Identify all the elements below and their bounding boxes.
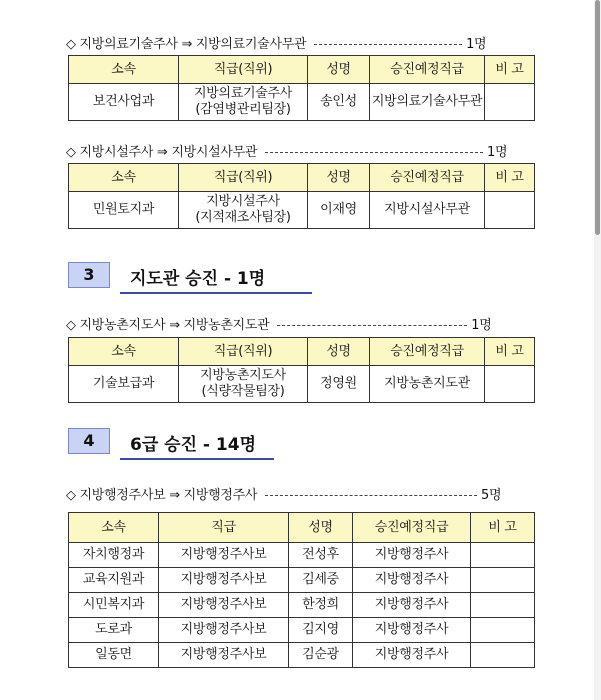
table-row	[69, 618, 535, 643]
position-line: (식량작물팀장)	[201, 384, 285, 399]
table-header-row	[69, 338, 535, 366]
heading-count: 1명	[487, 145, 508, 160]
arrow: ⇒	[169, 488, 180, 503]
table-row	[69, 643, 535, 668]
leader-line	[265, 152, 483, 153]
scrollbar-thumb[interactable]	[595, 0, 600, 235]
cell-note	[485, 192, 535, 229]
cell-name: 김세중	[289, 568, 353, 593]
cell-name: 김지영	[289, 618, 353, 643]
header-grade: 직급(직위)	[179, 164, 308, 192]
cell-dept: 민원토지과	[69, 192, 179, 229]
cell-name: 전성후	[289, 543, 353, 568]
header-name: 성명	[289, 513, 353, 543]
heading-to: 지방의료기술사무관	[195, 37, 307, 52]
promotion-table-facility	[68, 163, 535, 229]
cell-name: 송인성	[308, 84, 370, 121]
header-dept: 소속	[69, 513, 159, 543]
cell-name: 정영원	[308, 366, 370, 403]
heading-from: ◇ 지방시설주사	[66, 145, 154, 160]
section-underline	[120, 458, 274, 460]
table-row	[69, 84, 535, 121]
cell-grade: 지방행정주사보	[159, 618, 289, 643]
cell-target: 지방농촌지도관	[370, 366, 485, 403]
grade-line: 지방시설주사	[206, 194, 280, 209]
cell-note	[485, 84, 535, 121]
cell-name: 한정희	[289, 593, 353, 618]
heading-from: ◇ 지방농촌지도사	[66, 318, 166, 333]
cell-dept: 기술보급과	[69, 366, 179, 403]
grade-line: 지방농촌지도사	[200, 368, 286, 383]
header-target: 승진예정직급	[370, 164, 485, 192]
promotion-heading-agriculture	[66, 314, 492, 333]
cell-note	[471, 618, 535, 643]
header-grade: 직급	[159, 513, 289, 543]
header-note: 비 고	[471, 513, 535, 543]
position-line: (지적재조사팀장)	[195, 210, 291, 225]
arrow: ⇒	[169, 318, 180, 333]
position-line: (감염병관리팀장)	[195, 102, 291, 117]
promotion-table-medical	[68, 55, 535, 121]
promotion-table-admin	[68, 512, 535, 668]
table-row	[69, 568, 535, 593]
heading-count: 5명	[481, 488, 502, 503]
cell-dept: 자치행정과	[69, 543, 159, 568]
cell-dept: 교육지원과	[69, 568, 159, 593]
cell-target: 지방행정주사	[353, 618, 471, 643]
cell-grade: 지방행정주사보	[159, 543, 289, 568]
header-dept: 소속	[69, 56, 179, 84]
heading-count: 1명	[466, 37, 487, 52]
cell-note	[471, 543, 535, 568]
cell-grade: 지방행정주사보	[159, 643, 289, 668]
header-target: 승진예정직급	[353, 513, 471, 543]
cell-dept: 시민복지과	[69, 593, 159, 618]
header-target: 승진예정직급	[370, 338, 485, 366]
section-title: 6급 승진 - 14명	[130, 435, 256, 455]
cell-grade: 지방행정주사보	[159, 593, 289, 618]
header-note: 비 고	[485, 164, 535, 192]
cell-grade: 지방행정주사보	[159, 568, 289, 593]
cell-dept: 일동면	[69, 643, 159, 668]
table-row	[69, 192, 535, 229]
leader-line	[314, 44, 462, 45]
cell-target: 지방행정주사	[353, 543, 471, 568]
cell-name: 김순광	[289, 643, 353, 668]
heading-from: ◇ 지방의료기술주사	[66, 37, 178, 52]
cell-note	[471, 643, 535, 668]
header-grade: 직급(직위)	[179, 56, 308, 84]
cell-target: 지방행정주사	[353, 593, 471, 618]
header-grade: 직급(직위)	[179, 338, 308, 366]
header-name: 성명	[308, 56, 370, 84]
table-row	[69, 543, 535, 568]
leader-line	[277, 325, 467, 326]
header-target: 승진예정직급	[370, 56, 485, 84]
header-dept: 소속	[69, 338, 179, 366]
cell-note	[471, 593, 535, 618]
cell-note	[471, 568, 535, 593]
heading-to: 지방농촌지도관	[183, 318, 270, 333]
promotion-heading-admin	[66, 484, 501, 503]
header-dept: 소속	[69, 164, 179, 192]
header-name: 성명	[308, 164, 370, 192]
cell-name: 이재영	[308, 192, 370, 229]
cell-target: 지방행정주사	[353, 643, 471, 668]
cell-dept: 도로과	[69, 618, 159, 643]
promotion-table-agriculture	[68, 337, 535, 403]
table-header-row	[69, 56, 535, 84]
scrollbar[interactable]	[594, 0, 601, 700]
cell-dept: 보건사업과	[69, 84, 179, 121]
arrow: ⇒	[156, 145, 168, 160]
leader-line	[265, 495, 477, 496]
heading-to: 지방행정주사	[183, 488, 258, 503]
promotion-heading-medical	[66, 33, 486, 52]
cell-target: 지방시설사무관	[370, 192, 485, 229]
heading-count: 1명	[471, 318, 492, 333]
heading-to: 지방시설사무관	[171, 145, 258, 160]
section-underline	[120, 292, 312, 294]
header-note: 비 고	[485, 338, 535, 366]
cell-grade	[179, 366, 308, 403]
table-row	[69, 366, 535, 403]
cell-target: 지방행정주사	[353, 568, 471, 593]
cell-target: 지방의료기술사무관	[370, 84, 485, 121]
section-number: 3	[68, 262, 110, 288]
promotion-heading-facility	[66, 141, 507, 160]
cell-grade	[179, 192, 308, 229]
table-row	[69, 593, 535, 618]
arrow: ⇒	[181, 37, 193, 52]
cell-grade	[179, 84, 308, 121]
grade-line: 지방의료기술주사	[193, 86, 293, 101]
table-header-row	[69, 513, 535, 543]
section-number: 4	[68, 428, 110, 454]
table-header-row	[69, 164, 535, 192]
header-name: 성명	[308, 338, 370, 366]
header-note: 비 고	[485, 56, 535, 84]
heading-from: ◇ 지방행정주사보	[66, 488, 166, 503]
section-title: 지도관 승진 - 1명	[130, 269, 266, 289]
cell-note	[485, 366, 535, 403]
